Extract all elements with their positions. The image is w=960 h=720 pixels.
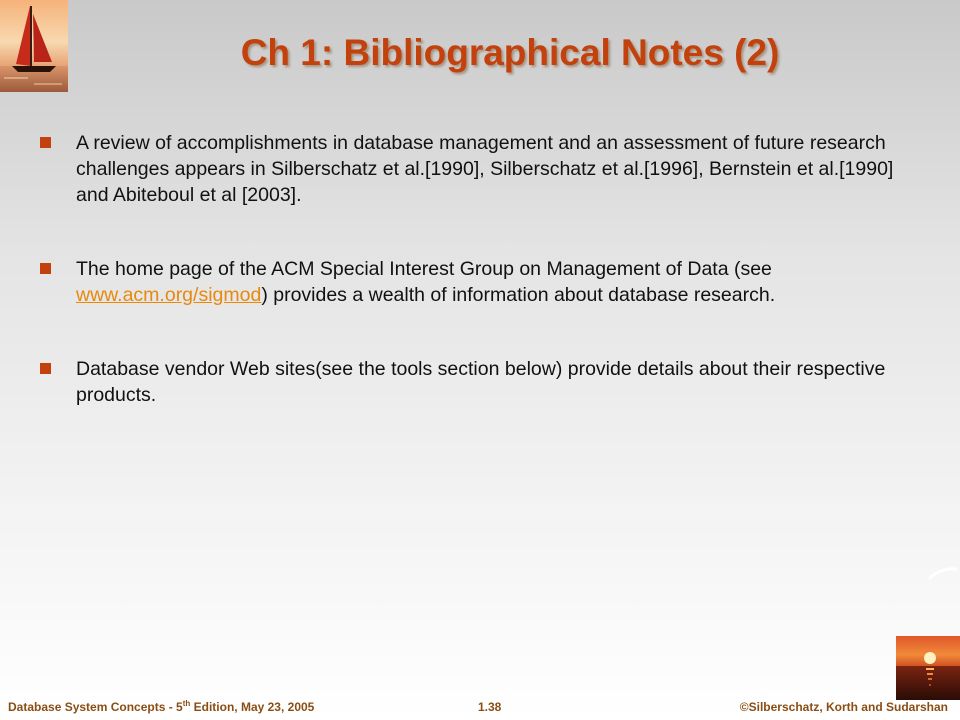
swoosh-decoration [928, 566, 958, 580]
sunset-image [896, 636, 960, 700]
bullet-text-after: ) provides a wealth of information about database research. [261, 284, 776, 306]
bullet-item [40, 356, 920, 408]
slide-footer [0, 700, 960, 720]
square-bullet-icon [40, 363, 51, 374]
sailboat-image [0, 0, 68, 92]
slide-title: Ch 1: Bibliographical Notes (2) [240, 32, 780, 73]
bullet-text: Database vendor Web sites(see the tools section below) provide details about their respective products. [76, 358, 886, 406]
bullet-item [40, 130, 920, 208]
square-bullet-icon [40, 263, 51, 274]
footer-book-info [8, 700, 314, 714]
footer-left-prefix: Database System Concepts - 5 [8, 700, 183, 714]
footer-left-sup: th [182, 699, 191, 708]
bullet-text: A review of accomplishments in database management and an assessment of future research challenges appears in Silberschatz et al.[1990], Silberschatz et al.[1996], Bernstein et al.[1990] and Abiteboul et al [2003]. [76, 132, 894, 206]
sigmod-link[interactable]: www.acm.org/sigmod [76, 284, 262, 306]
bullet-item [40, 256, 920, 308]
footer-left-suffix: Edition, May 23, 2005 [190, 700, 315, 714]
bullet-text-before: The home page of the ACM Special Interest Group on Management of Data (see [76, 258, 772, 280]
square-bullet-icon [40, 137, 51, 148]
page-number: 1.38 [478, 700, 502, 714]
bullet-list [40, 130, 920, 456]
footer-copyright: ©Silberschatz, Korth and Sudarshan [739, 700, 948, 714]
